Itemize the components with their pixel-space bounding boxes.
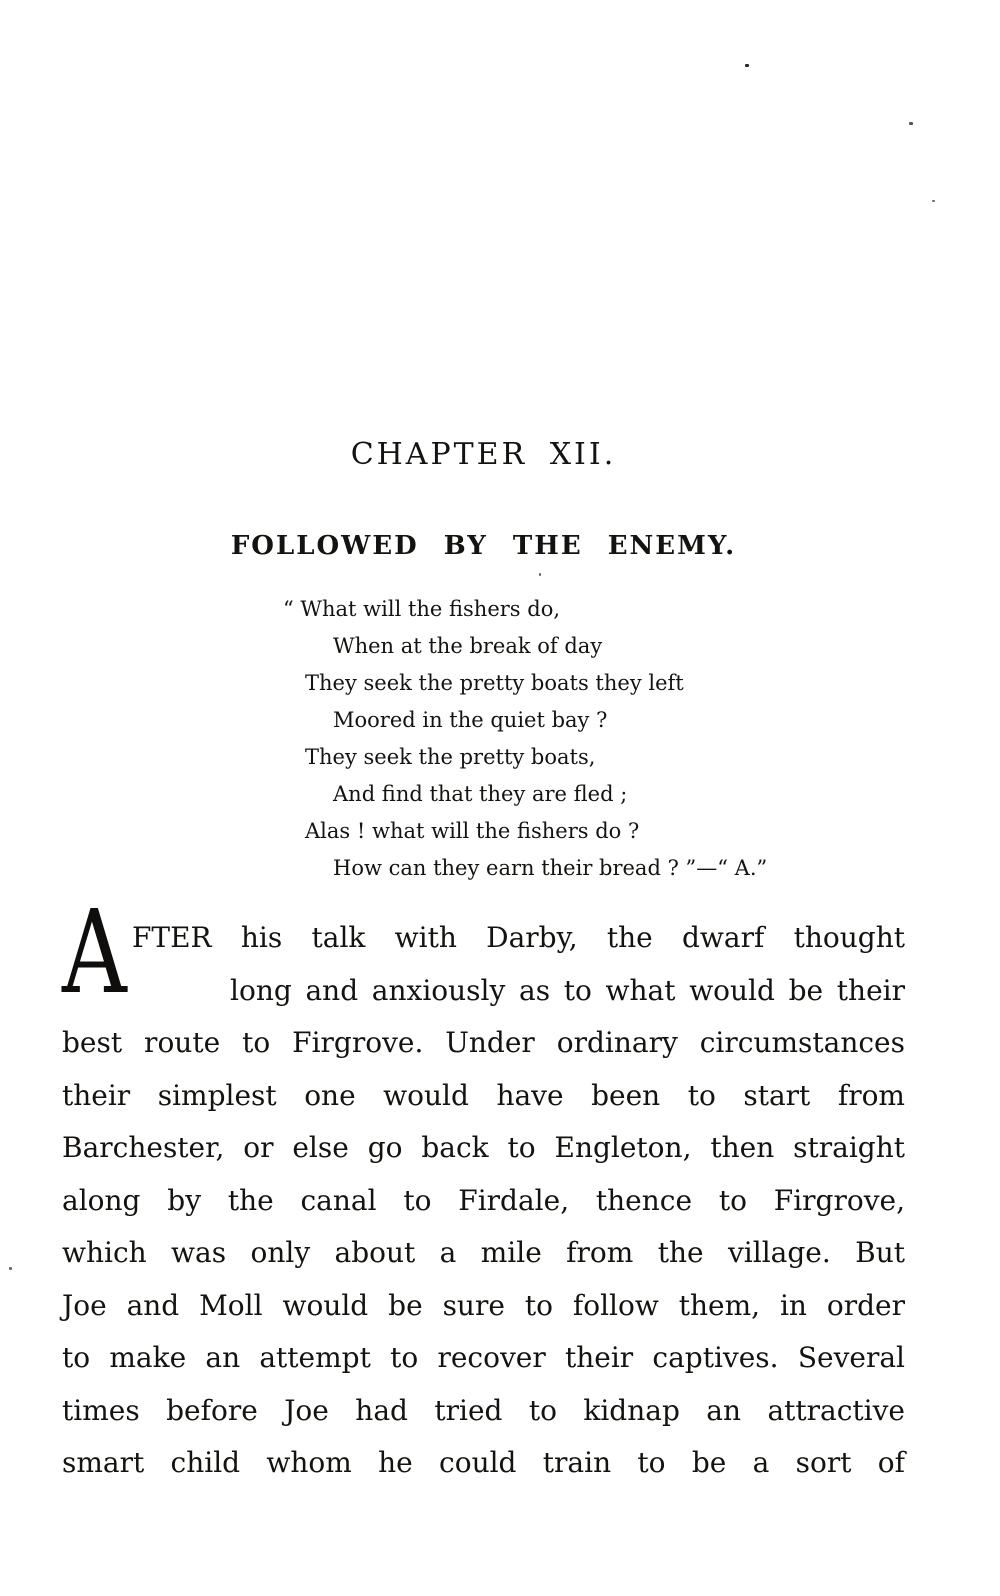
epigraph-line: “ What will the fishers do, — [283, 597, 561, 621]
body-line: Joe and Moll would be sure to follow them, in order — [62, 1288, 905, 1322]
body-line: times before Joe had tried to kidnap an attractive — [62, 1393, 905, 1427]
scan-speck — [9, 1267, 12, 1270]
body-line: their simplest one would have been to start from — [62, 1078, 905, 1112]
body-line: long and anxiously as to what would be their — [230, 973, 905, 1007]
body-line: which was only about a mile from the village. But — [62, 1236, 905, 1269]
chapter-heading: CHAPTER XII. — [350, 437, 617, 473]
scan-speck — [932, 200, 935, 202]
body-line: best route to Firgrove. Under ordinary circumstances — [62, 1026, 905, 1059]
body-line: smart child whom he could train to be a sort of — [62, 1446, 905, 1479]
epigraph-line: Moored in the quiet bay ? — [333, 708, 608, 732]
epigraph-line: They seek the pretty boats, — [305, 745, 596, 769]
epigraph — [283, 591, 767, 887]
epigraph-line: They seek the pretty boats they left — [305, 671, 684, 695]
epigraph-line: How can they earn their bread ? ”—“ A.” — [333, 856, 768, 880]
drop-cap: A — [62, 886, 127, 1020]
body-line: along by the canal to Firdale, thence to Firgrove, — [62, 1183, 905, 1217]
scan-speck — [909, 122, 913, 125]
epigraph-line: Alas ! what will the fishers do ? — [305, 819, 640, 843]
body-line: FTER his talk with Darby, the dwarf thought — [132, 921, 905, 954]
body-line: to make an attempt to recover their captives. Several — [62, 1341, 905, 1374]
body-paragraph — [62, 886, 905, 1490]
scan-speck — [745, 64, 749, 67]
epigraph-line: And find that they are fled ; — [333, 782, 628, 806]
section-title: FOLLOWED BY THE ENEMY. — [230, 530, 737, 561]
scan-speck — [539, 573, 541, 576]
epigraph-line: When at the break of day — [333, 634, 603, 658]
body-line: Barchester, or else go back to Engleton, then straight — [62, 1131, 905, 1164]
